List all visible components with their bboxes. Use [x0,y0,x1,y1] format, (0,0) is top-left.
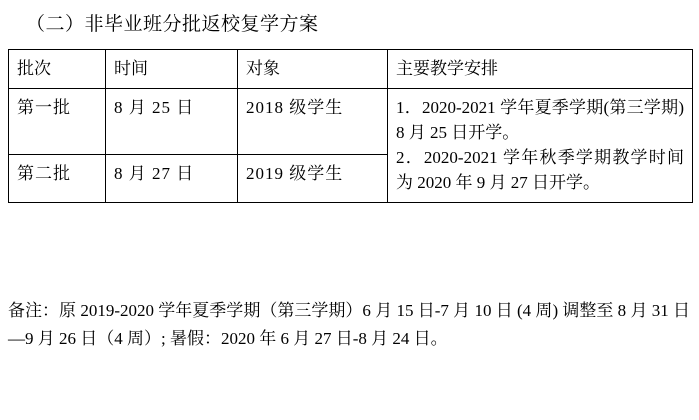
table-note [8,297,690,353]
plan-paragraph-1: 1．2020-2021 学年夏季学期(第三学期) 8 月 25 日开学。 [396,98,684,142]
cell-teaching-plan [388,89,693,203]
column-header-batch: 批次 [9,50,106,89]
column-header-plan: 主要教学安排 [388,50,693,89]
table-row [9,89,693,155]
cell-object-2: 2019 级学生 [238,155,388,203]
page-title: （二）非毕业班分批返校复学方案 [26,14,319,35]
plan-paragraph-2: 2．2020-2021 学年秋季学期教学时间为 2020 年 9 月 27 日开学。 [396,148,684,192]
column-header-object: 对象 [238,50,388,89]
cell-batch-1: 第一批 [9,89,106,155]
schedule-table-container [8,49,692,203]
cell-time-2: 8 月 27 日 [106,155,238,203]
column-header-time: 时间 [106,50,238,89]
schedule-table [8,49,693,203]
cell-batch-2: 第二批 [9,155,106,203]
cell-time-1: 8 月 25 日 [106,89,238,155]
cell-object-1: 2018 级学生 [238,89,388,155]
note-text: 备注：原 2019-2020 学年夏季学期（第三学期）6 月 15 日-7 月 10 日 (4 周) 调整至 8 月 31 日—9 月 26 日（4 周）; 暑假：2020 年 6 月 27 日-8 月 24 日。 [8,301,690,348]
table-header-row [9,50,693,89]
